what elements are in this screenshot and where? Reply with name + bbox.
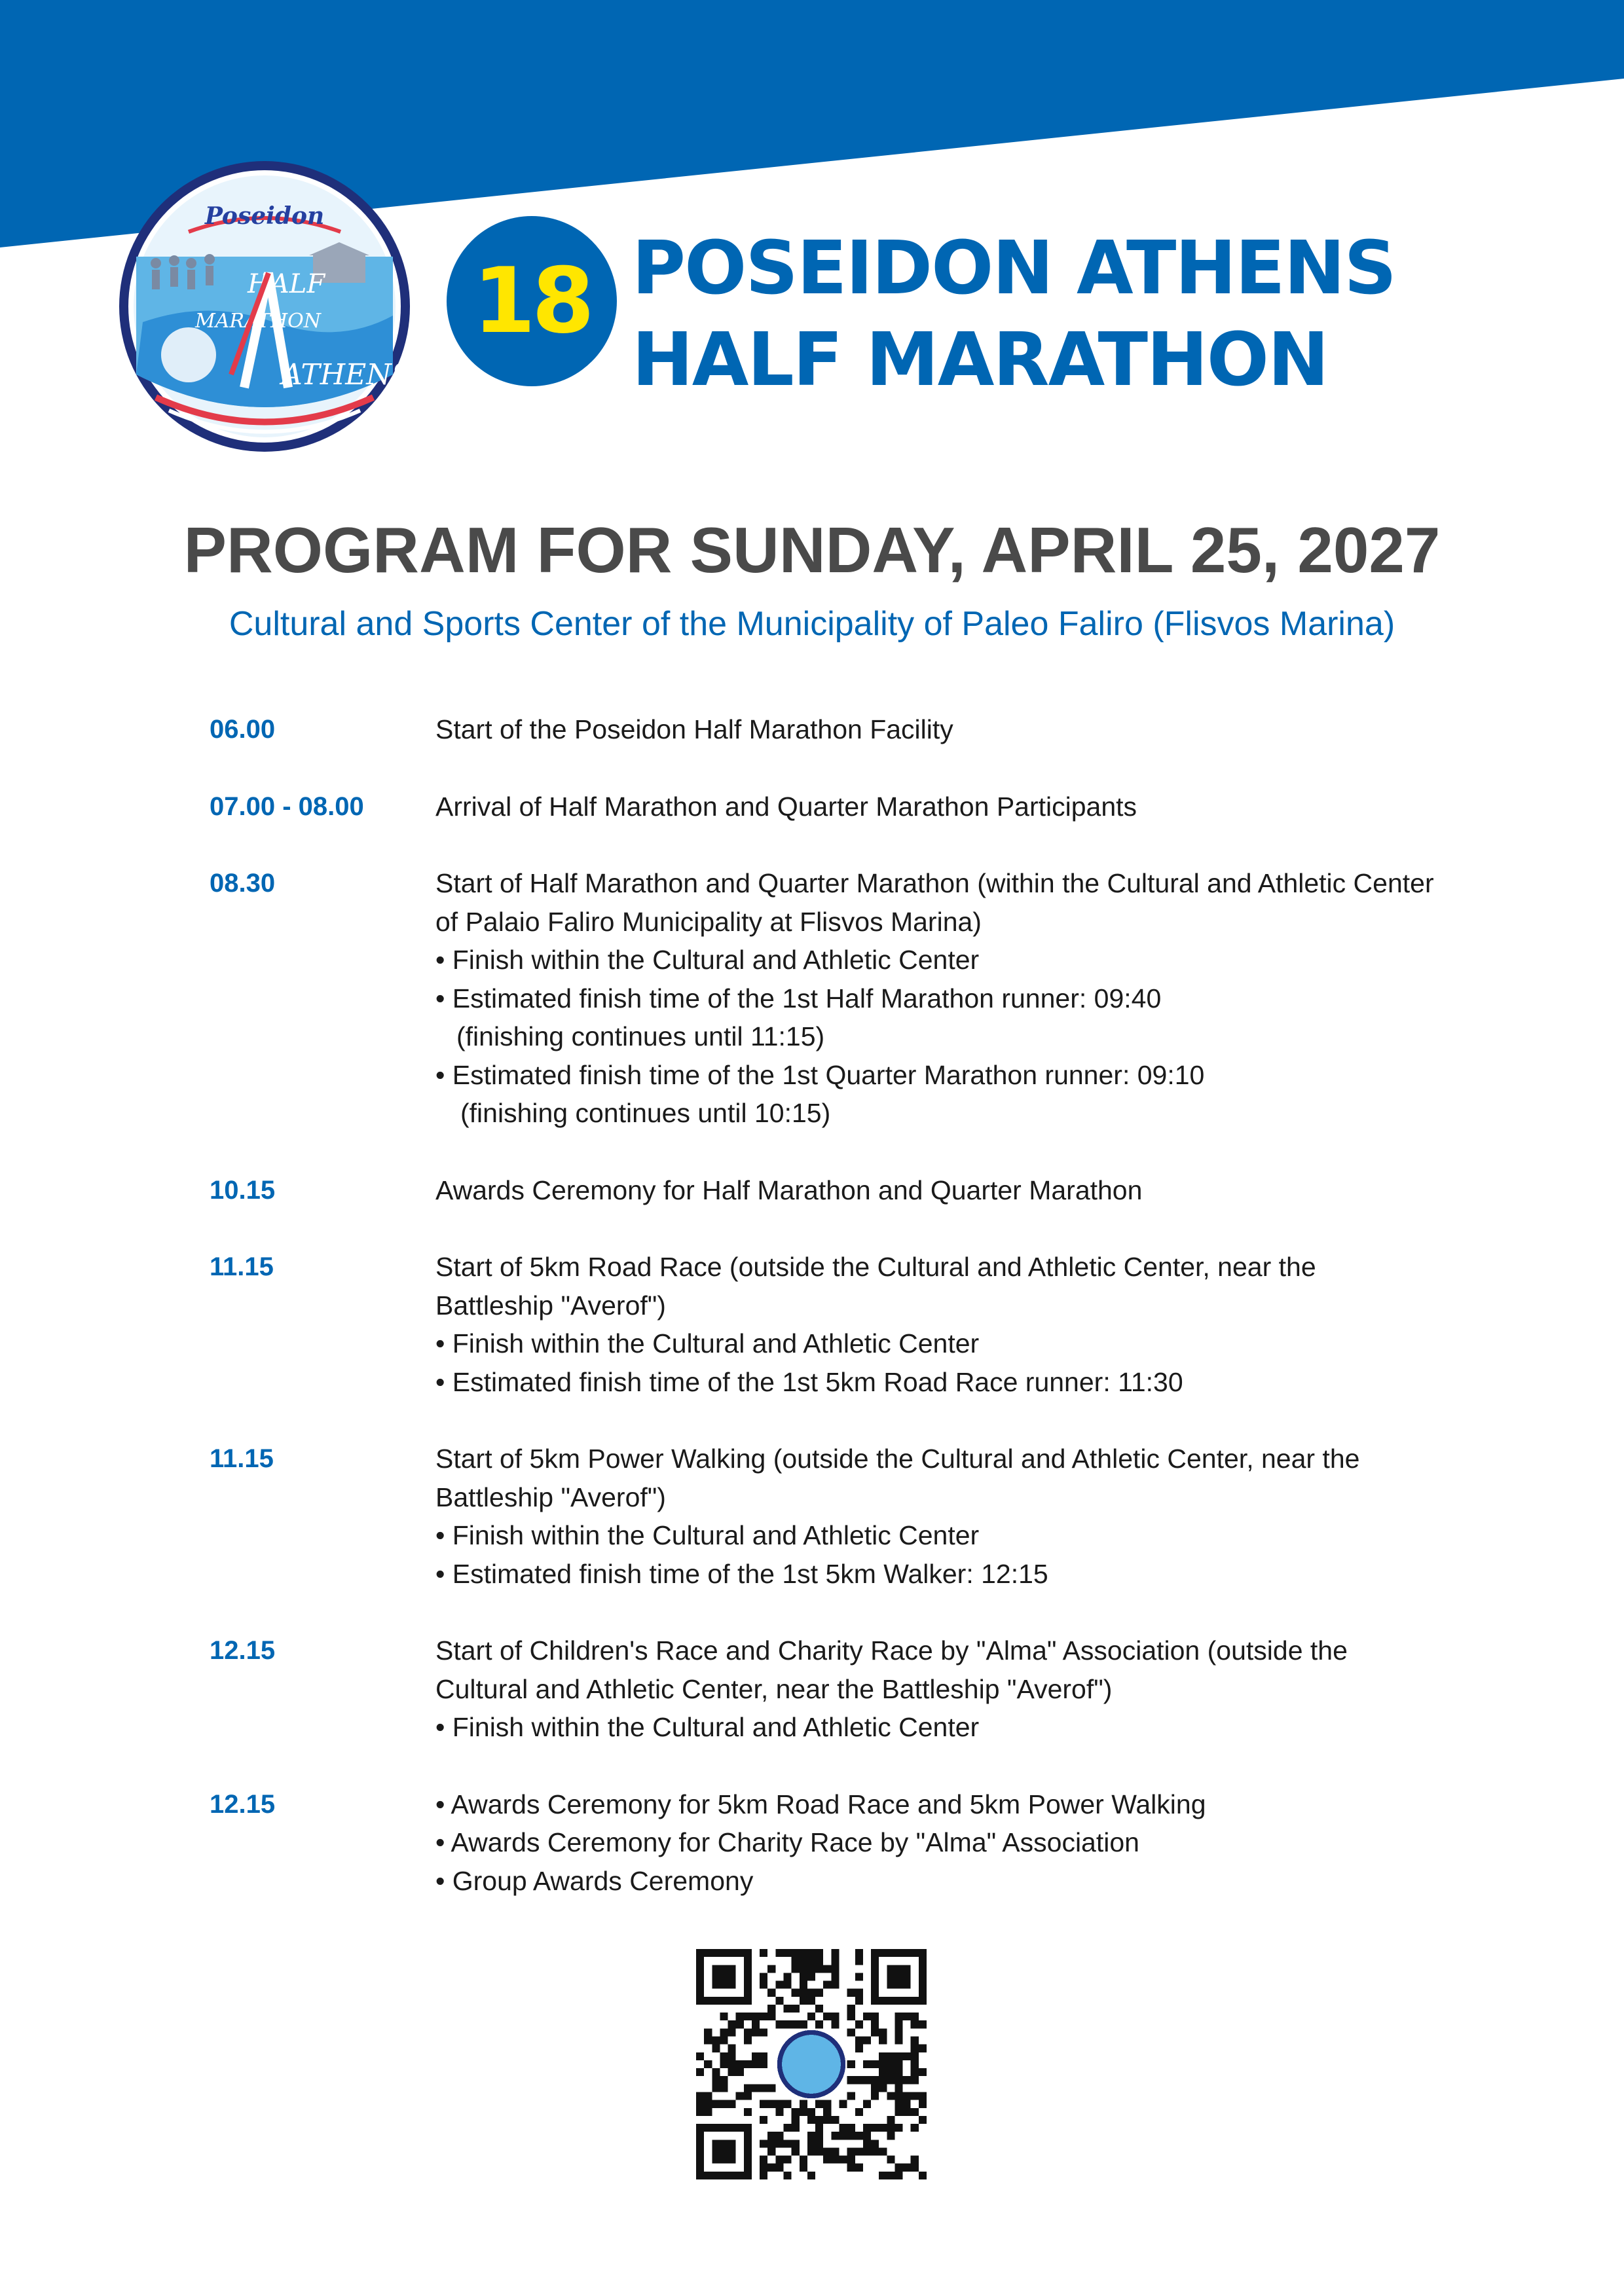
schedule-time: 12.15	[210, 1636, 276, 1665]
schedule-line: Start of the Poseidon Half Marathon Facility	[435, 714, 953, 744]
schedule-line: Arrival of Half Marathon and Quarter Marathon Participants	[435, 791, 1137, 822]
schedule-entry	[210, 1440, 1506, 1593]
schedule-time: 08.30	[210, 869, 276, 898]
schedule-line: of Palaio Faliro Municipality at Flisvos Marina)	[435, 906, 982, 937]
event-title-line2: HALF MARATHON	[632, 318, 1328, 403]
schedule-line: • Finish within the Cultural and Athletic Center	[435, 1328, 980, 1358]
schedule-time: 07.00 - 08.00	[210, 792, 364, 821]
schedule-line: (finishing continues until 11:15)	[456, 1021, 825, 1051]
schedule-entry	[210, 1171, 1506, 1210]
schedule-description	[435, 1171, 1506, 1210]
edition-number: 18	[472, 248, 591, 354]
schedule-line: • Awards Ceremony for Charity Race by "Alma" Association	[435, 1827, 1139, 1857]
qr-code-icon[interactable]	[696, 1949, 927, 2179]
schedule-time: 06.00	[210, 715, 276, 744]
schedule-line: • Estimated finish time of the 1st 5km Walker: 12:15	[435, 1558, 1048, 1589]
schedule-time: 12.15	[210, 1789, 276, 1819]
schedule-description	[435, 1248, 1506, 1401]
schedule-entry	[210, 788, 1506, 826]
schedule-line: • Estimated finish time of the 1st Half Marathon runner: 09:40	[435, 983, 1162, 1013]
schedule-line: Start of 5km Road Race (outside the Cultural and Athletic Center, near the	[435, 1252, 1316, 1282]
event-title-line1: POSEIDON ATHENS	[632, 226, 1396, 311]
event-title	[632, 223, 1549, 406]
schedule-line: Battleship "Averof")	[435, 1482, 666, 1512]
schedule-entry	[210, 1248, 1506, 1401]
schedule-line: Start of Half Marathon and Quarter Marathon (within the Cultural and Athletic Center	[435, 868, 1434, 898]
schedule-entry	[210, 710, 1506, 749]
schedule-line: • Estimated finish time of the 1st 5km Road Race runner: 11:30	[435, 1366, 1183, 1397]
schedule-entry	[210, 1631, 1506, 1747]
schedule-description	[435, 864, 1506, 1133]
schedule	[210, 710, 1506, 1939]
schedule-time: 11.15	[210, 1252, 274, 1281]
schedule-line: (finishing continues until 10:15)	[460, 1098, 831, 1128]
schedule-line: • Finish within the Cultural and Athletic Center	[435, 945, 980, 975]
schedule-line: Battleship "Averof")	[435, 1290, 666, 1321]
schedule-description	[435, 710, 1506, 749]
logo-word-marathon: MARATHON	[195, 310, 322, 333]
schedule-line: • Group Awards Ceremony	[435, 1865, 754, 1896]
logo-top-word: Poseidon	[204, 202, 325, 230]
schedule-time: 10.15	[210, 1175, 276, 1205]
edition-badge	[447, 216, 617, 386]
logo-word-athens: ATHENS	[282, 358, 411, 392]
schedule-line: • Estimated finish time of the 1st Quarter Marathon runner: 09:10	[435, 1059, 1205, 1090]
schedule-time: 11.15	[210, 1444, 274, 1473]
schedule-line: • Finish within the Cultural and Athletic Center	[435, 1520, 980, 1550]
schedule-line: Start of 5km Power Walking (outside the Cultural and Athletic Center, near the	[435, 1444, 1360, 1474]
schedule-description	[435, 1631, 1506, 1747]
schedule-description	[435, 1440, 1506, 1593]
schedule-line: • Awards Ceremony for 5km Road Race and 5km Power Walking	[435, 1789, 1206, 1819]
venue-subtitle: Cultural and Sports Center of the Municipality of Paleo Faliro (Flisvos Marina)	[229, 605, 1395, 643]
program-title: PROGRAM FOR SUNDAY, APRIL 25, 2027	[183, 514, 1441, 586]
schedule-line: Start of Children's Race and Charity Race by "Alma" Association (outside the	[435, 1635, 1348, 1666]
schedule-description	[435, 788, 1506, 826]
schedule-entry	[210, 864, 1506, 1133]
event-logo	[117, 158, 413, 454]
logo-word-half: HALF	[248, 269, 325, 299]
schedule-line: • Finish within the Cultural and Athletic Center	[435, 1712, 980, 1742]
schedule-line: Awards Ceremony for Half Marathon and Quarter Marathon	[435, 1175, 1143, 1205]
schedule-description	[435, 1785, 1506, 1901]
schedule-line: Cultural and Athletic Center, near the Battleship "Averof")	[435, 1673, 1113, 1704]
schedule-entry	[210, 1785, 1506, 1901]
